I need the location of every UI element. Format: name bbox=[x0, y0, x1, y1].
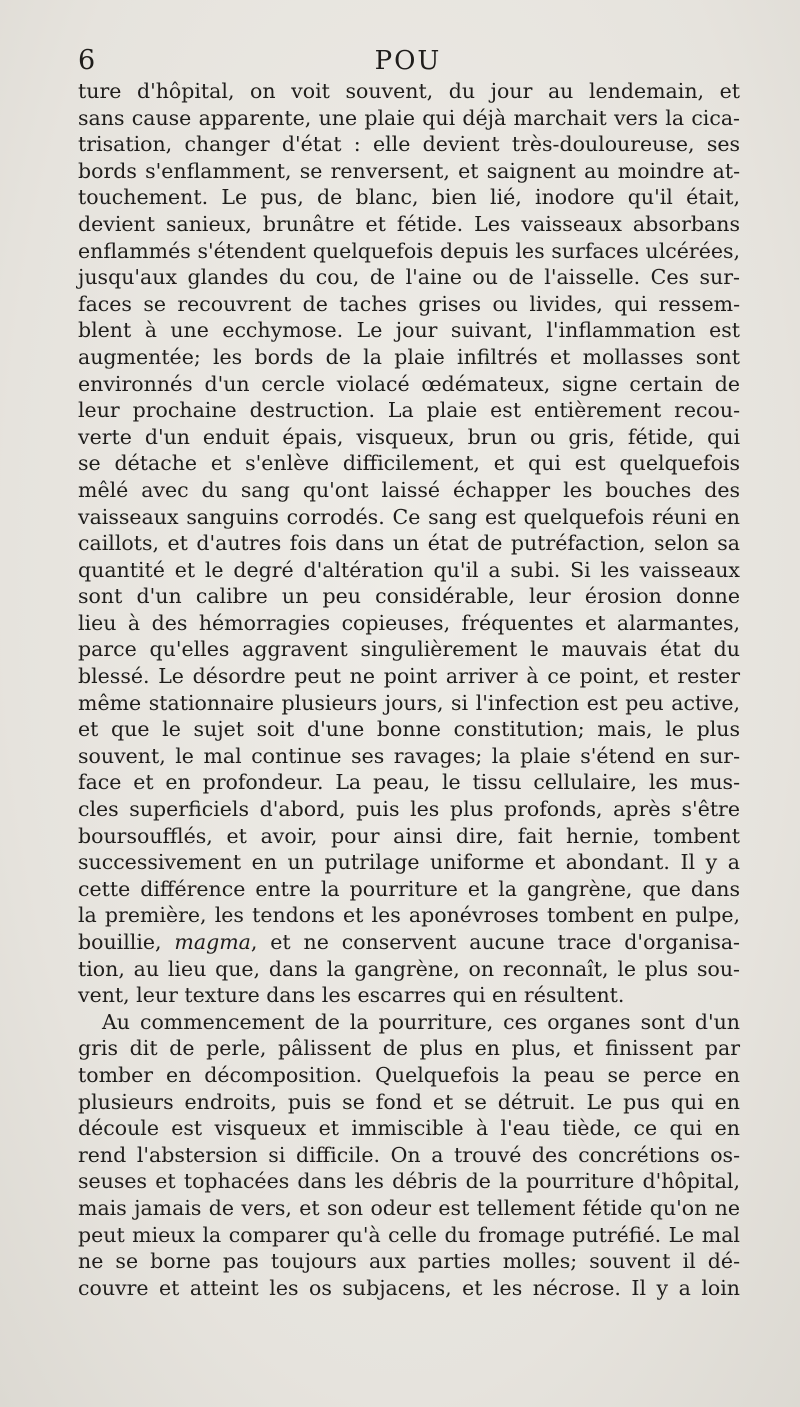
text-line: souvent, le mal continue ses ravages; la plaie s'étend en sur- bbox=[78, 743, 740, 768]
text-line: plusieurs endroits, puis se fond et se détruit. Le pus qui en bbox=[78, 1089, 740, 1114]
text-line: faces se recouvrent de taches grises ou livides, qui ressem- bbox=[78, 291, 740, 316]
text-line: couvre et atteint les os subjacens, et les nécrose. Il y a loin bbox=[78, 1275, 740, 1300]
text-line: bords s'enflamment, se renversent, et saignent au moindre at- bbox=[78, 158, 740, 183]
text-line: sont d'un calibre un peu considérable, leur érosion donne bbox=[78, 584, 740, 609]
body-text bbox=[78, 78, 740, 1301]
text-line: touchement. Le pus, de blanc, bien lié, inodore qu'il était, bbox=[78, 185, 740, 210]
text-line: tion, au lieu que, dans la gangrène, on reconnaît, le plus sou- bbox=[78, 956, 740, 981]
text-line: même stationnaire plusieurs jours, si l'infection est peu active, bbox=[78, 690, 740, 715]
running-head: POU bbox=[374, 46, 442, 76]
text-line: blent à une ecchymose. Le jour suivant, l'inflammation est bbox=[78, 318, 740, 343]
text-line: face et en profondeur. La peau, le tissu cellulaire, les mus- bbox=[78, 770, 740, 795]
text-line-paragraph-end: vent, leur texture dans les escarres qui en résultent. bbox=[78, 983, 625, 1008]
text-line: vaisseaux sanguins corrodés. Ce sang est quelquefois réuni en bbox=[78, 504, 740, 529]
text-line: sans cause apparente, une plaie qui déjà marchait vers la cica- bbox=[78, 105, 740, 130]
text-line: blessé. Le désordre peut ne point arriver à ce point, et rester bbox=[78, 664, 740, 689]
text-line: verte d'un enduit épais, visqueux, brun ou gris, fétide, qui bbox=[78, 424, 740, 449]
text-line: rend l'abstersion si difficile. On a trouvé des concrétions os- bbox=[78, 1142, 740, 1167]
text-line: seuses et tophacées dans les débris de la pourriture d'hôpital, bbox=[78, 1169, 740, 1194]
text-line-with-italic bbox=[78, 929, 740, 956]
text-segment: bouillie, bbox=[78, 930, 175, 954]
text-line: devient sanieux, brunâtre et fétide. Les vaisseaux absorbans bbox=[78, 211, 740, 236]
text-line: cette différence entre la pourriture et la gangrène, que dans bbox=[78, 876, 740, 901]
text-line: lieu à des hémorragies copieuses, fréquentes et alarmantes, bbox=[78, 610, 740, 635]
text-line: et que le sujet soit d'une bonne constitution; mais, le plus bbox=[78, 717, 740, 742]
text-line: enflammés s'étendent quelquefois depuis les surfaces ulcérées, bbox=[78, 238, 740, 263]
text-line: quantité et le degré d'altération qu'il a subi. Si les vaisseaux bbox=[78, 557, 740, 582]
text-line: boursoufflés, et avoir, pour ainsi dire, fait hernie, tombent bbox=[78, 823, 740, 848]
text-line: mêlé avec du sang qu'ont laissé échapper les bouches des bbox=[78, 477, 740, 502]
text-line: leur prochaine destruction. La plaie est entièrement recou- bbox=[78, 398, 740, 423]
text-line: caillots, et d'autres fois dans un état de putréfaction, selon sa bbox=[78, 531, 740, 556]
text-line: ture d'hôpital, on voit souvent, du jour au lendemain, et bbox=[78, 79, 740, 103]
text-line: cles superficiels d'abord, puis les plus profonds, après s'être bbox=[78, 797, 740, 822]
text-line: peut mieux la comparer qu'à celle du fromage putréfié. Le mal bbox=[78, 1222, 740, 1247]
italic-term: magma bbox=[174, 930, 251, 954]
text-line: découle est visqueux et immiscible à l'eau tiède, ce qui en bbox=[78, 1116, 740, 1141]
text-line: se détache et s'enlève difficilement, et qui est quelquefois bbox=[78, 451, 740, 476]
text-line: la première, les tendons et les aponévroses tombent en pulpe, bbox=[78, 903, 740, 928]
text-line: parce qu'elles aggravent singulièrement le mauvais état du bbox=[78, 637, 740, 662]
text-line: mais jamais de vers, et son odeur est tellement fétide qu'on ne bbox=[78, 1195, 740, 1220]
text-segment: , et ne conservent aucune trace d'organisa- bbox=[250, 930, 740, 954]
text-line: environnés d'un cercle violacé œdémateux, signe certain de bbox=[78, 371, 740, 396]
text-line: jusqu'aux glandes du cou, de l'aine ou de l'aisselle. Ces sur- bbox=[78, 265, 740, 290]
text-line: ne se borne pas toujours aux parties molles; souvent il dé- bbox=[78, 1249, 740, 1274]
text-line: trisation, changer d'état : elle devient très-douloureuse, ses bbox=[78, 132, 740, 157]
page-header bbox=[78, 44, 738, 78]
text-line-paragraph-start: Au commencement de la pourriture, ces organes sont d'un bbox=[102, 1009, 740, 1034]
text-line: augmentée; les bords de la plaie infiltrés et mollasses sont bbox=[78, 344, 740, 369]
text-line: gris dit de perle, pâlissent de plus en plus, et finissent par bbox=[78, 1036, 740, 1061]
text-line: tomber en décomposition. Quelquefois la peau se perce en bbox=[78, 1062, 740, 1087]
text-line: successivement en un putrilage uniforme et abondant. Il y a bbox=[78, 850, 740, 875]
page-number: 6 bbox=[78, 45, 96, 76]
